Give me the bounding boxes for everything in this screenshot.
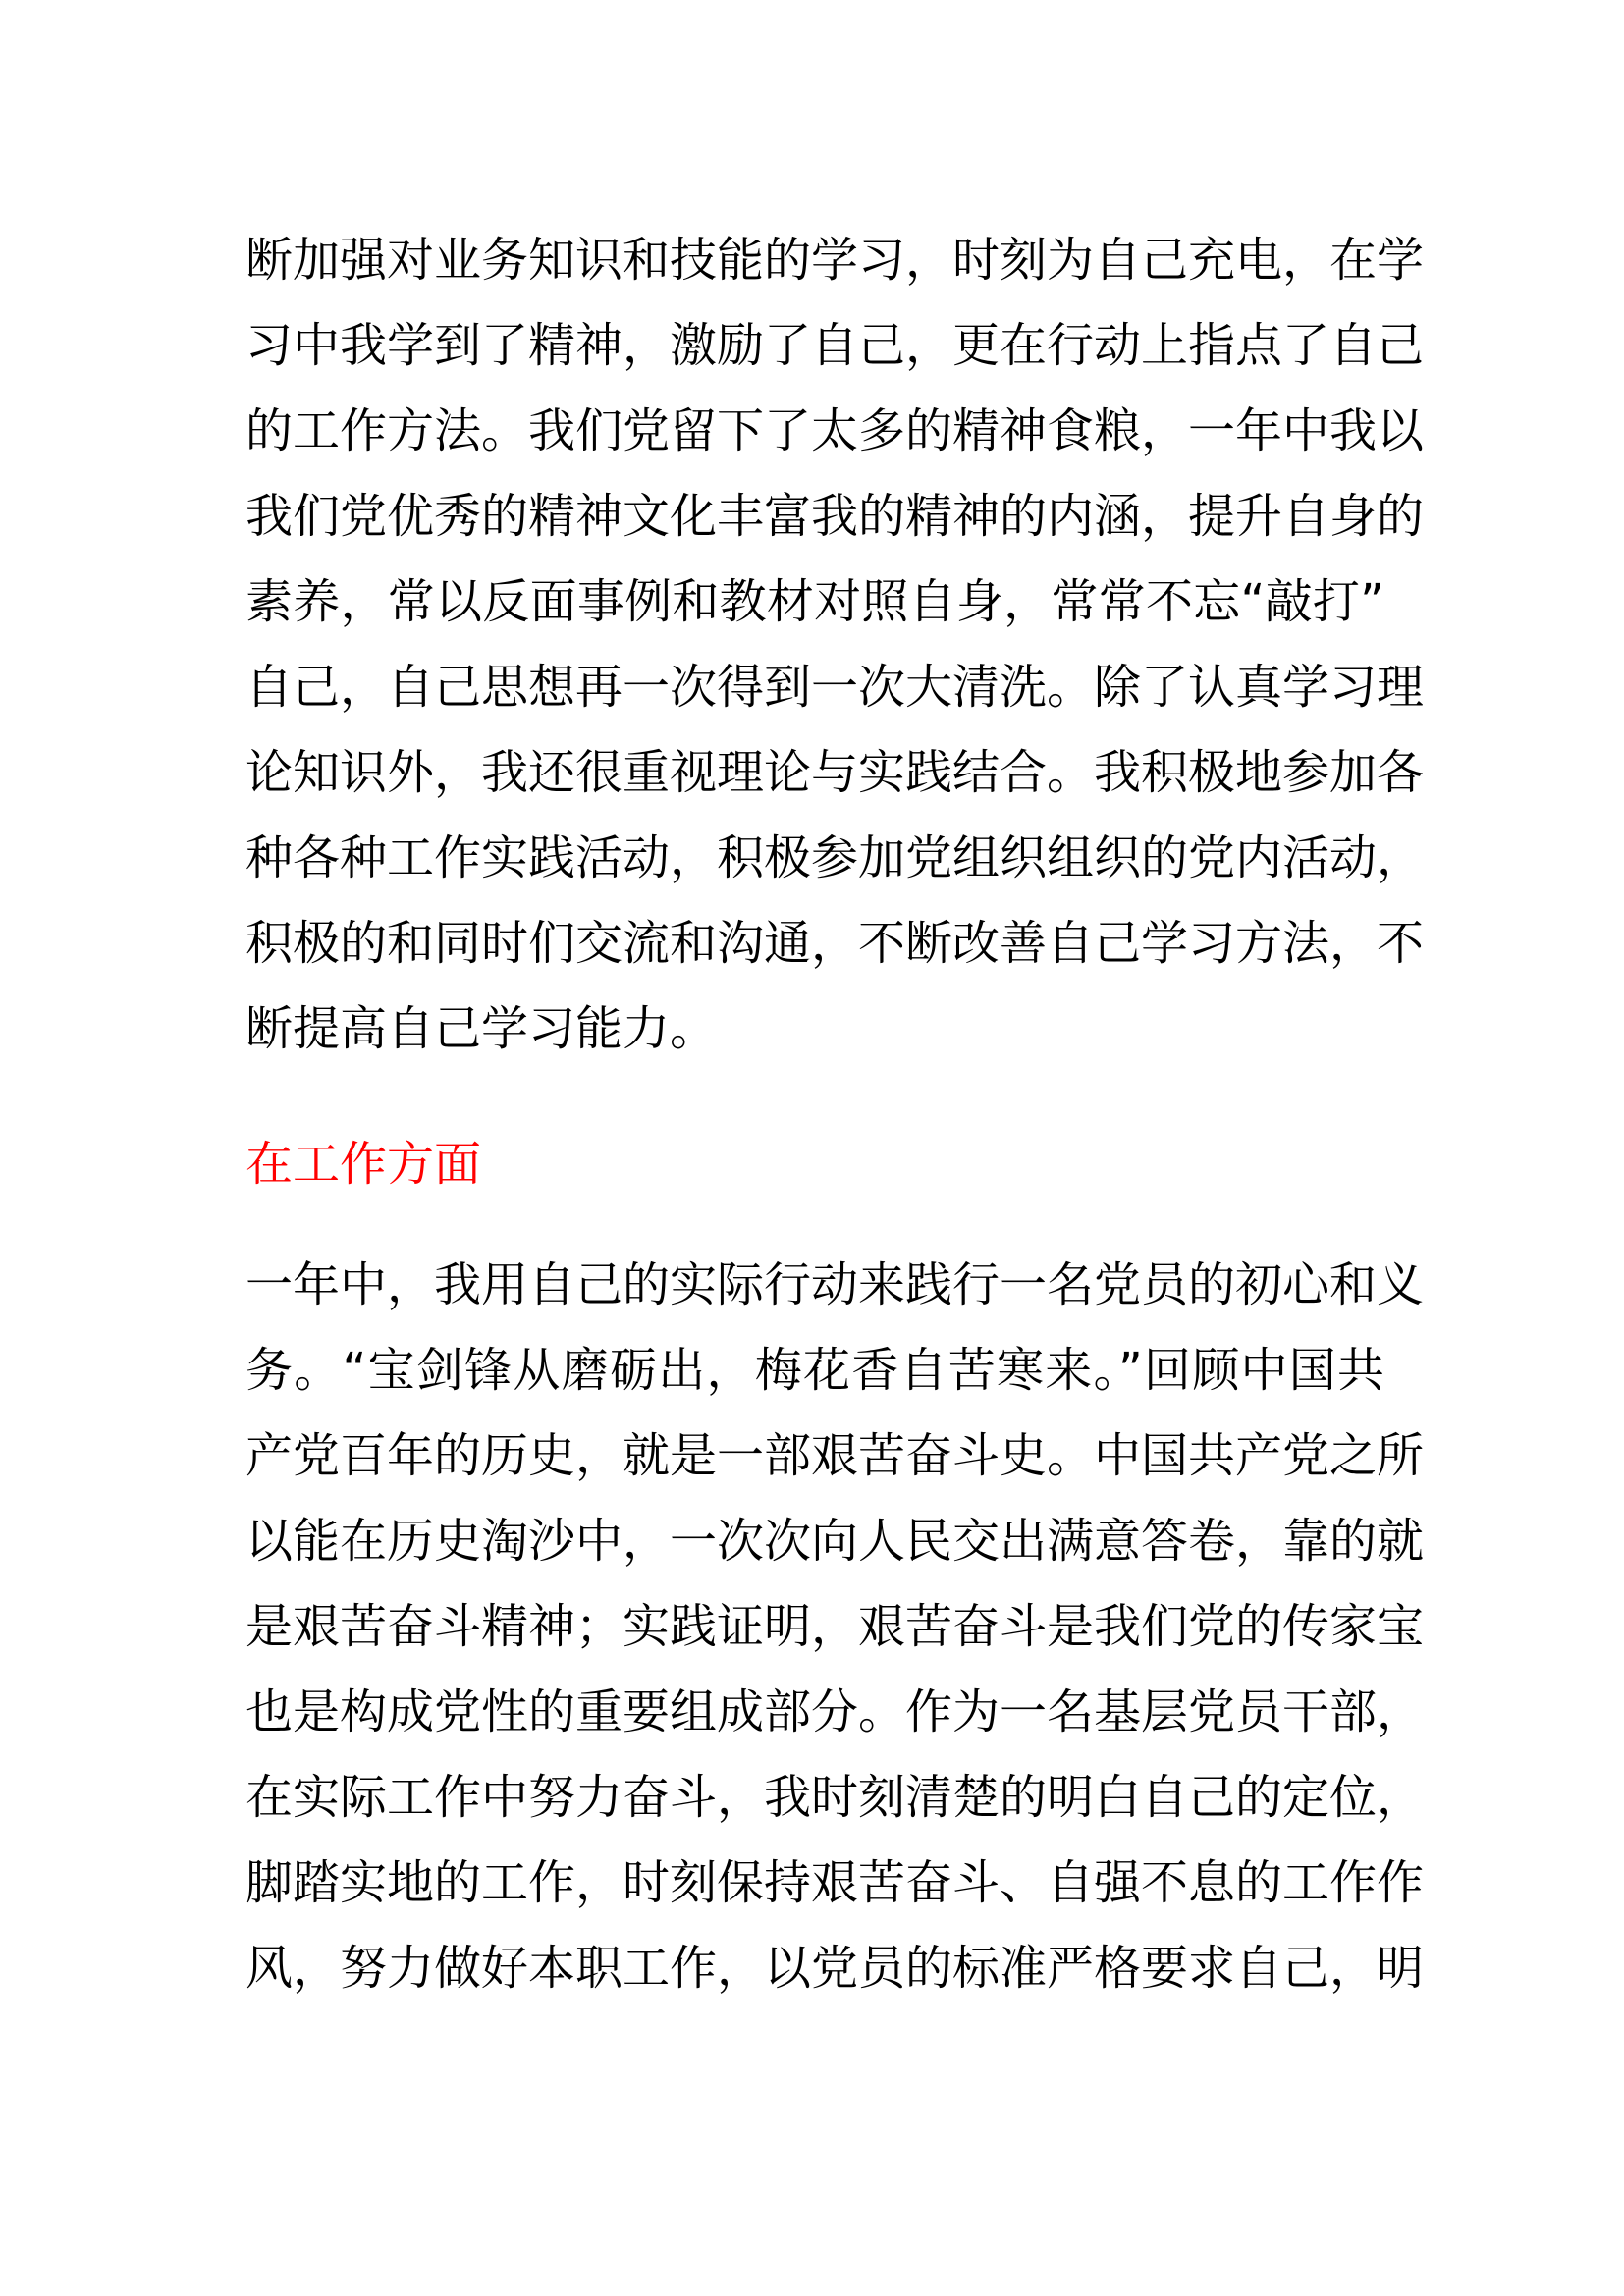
text-line: 断加强对业务知识和技能的学习，时刻为自己充电，在学 <box>245 233 1425 288</box>
text-line: 断提高自己学习能力。 <box>245 1001 718 1056</box>
text-line: 论知识外，我还很重视理论与实践结合。我积极地参加各 <box>245 745 1425 800</box>
text-line: 一年中，我用自己的实际行动来践行一名党员的初心和义 <box>245 1257 1425 1312</box>
text-line: 习中我学到了精神，激励了自己，更在行动上指点了自己 <box>245 318 1425 373</box>
paragraph-study <box>245 218 1425 1072</box>
text-line: 的工作方法。我们党留下了太多的精神食粮，一年中我以 <box>245 403 1425 458</box>
paragraph-work <box>245 1243 1425 2011</box>
text-line: 我们党优秀的精神文化丰富我的精神的内涵，提升自身的 <box>245 489 1425 544</box>
text-line: 在实际工作中努力奋斗，我时刻清楚的明白自己的定位， <box>245 1770 1425 1825</box>
text-line: 是艰苦奋斗精神；实践证明，艰苦奋斗是我们党的传家宝 <box>245 1599 1425 1654</box>
text-line: 积极的和同时们交流和沟通，不断改善自己学习方法，不 <box>245 916 1425 971</box>
text-line: 素养，常以反面事例和教材对照自身，常常不忘“敲打” <box>245 574 1384 629</box>
section-heading-work: 在工作方面 <box>245 1137 482 1192</box>
text-line: 也是构成党性的重要组成部分。作为一名基层党员干部， <box>245 1684 1425 1739</box>
text-line: 务。“宝剑锋从磨砺出，梅花香自苦寒来。”回顾中国共 <box>245 1343 1384 1398</box>
text-line: 以能在历史淘沙中，一次次向人民交出满意答卷，靠的就 <box>245 1514 1425 1569</box>
text-line: 风，努力做好本职工作，以党员的标准严格要求自己，明 <box>245 1941 1425 1996</box>
text-line: 种各种工作实践活动，积极参加党组织组织的党内活动， <box>245 830 1425 885</box>
text-line: 产党百年的历史，就是一部艰苦奋斗史。中国共产党之所 <box>245 1428 1425 1483</box>
text-line: 自己，自己思想再一次得到一次大清洗。除了认真学习理 <box>245 660 1425 715</box>
text-line: 脚踏实地的工作，时刻保持艰苦奋斗、自强不息的工作作 <box>245 1855 1425 1910</box>
